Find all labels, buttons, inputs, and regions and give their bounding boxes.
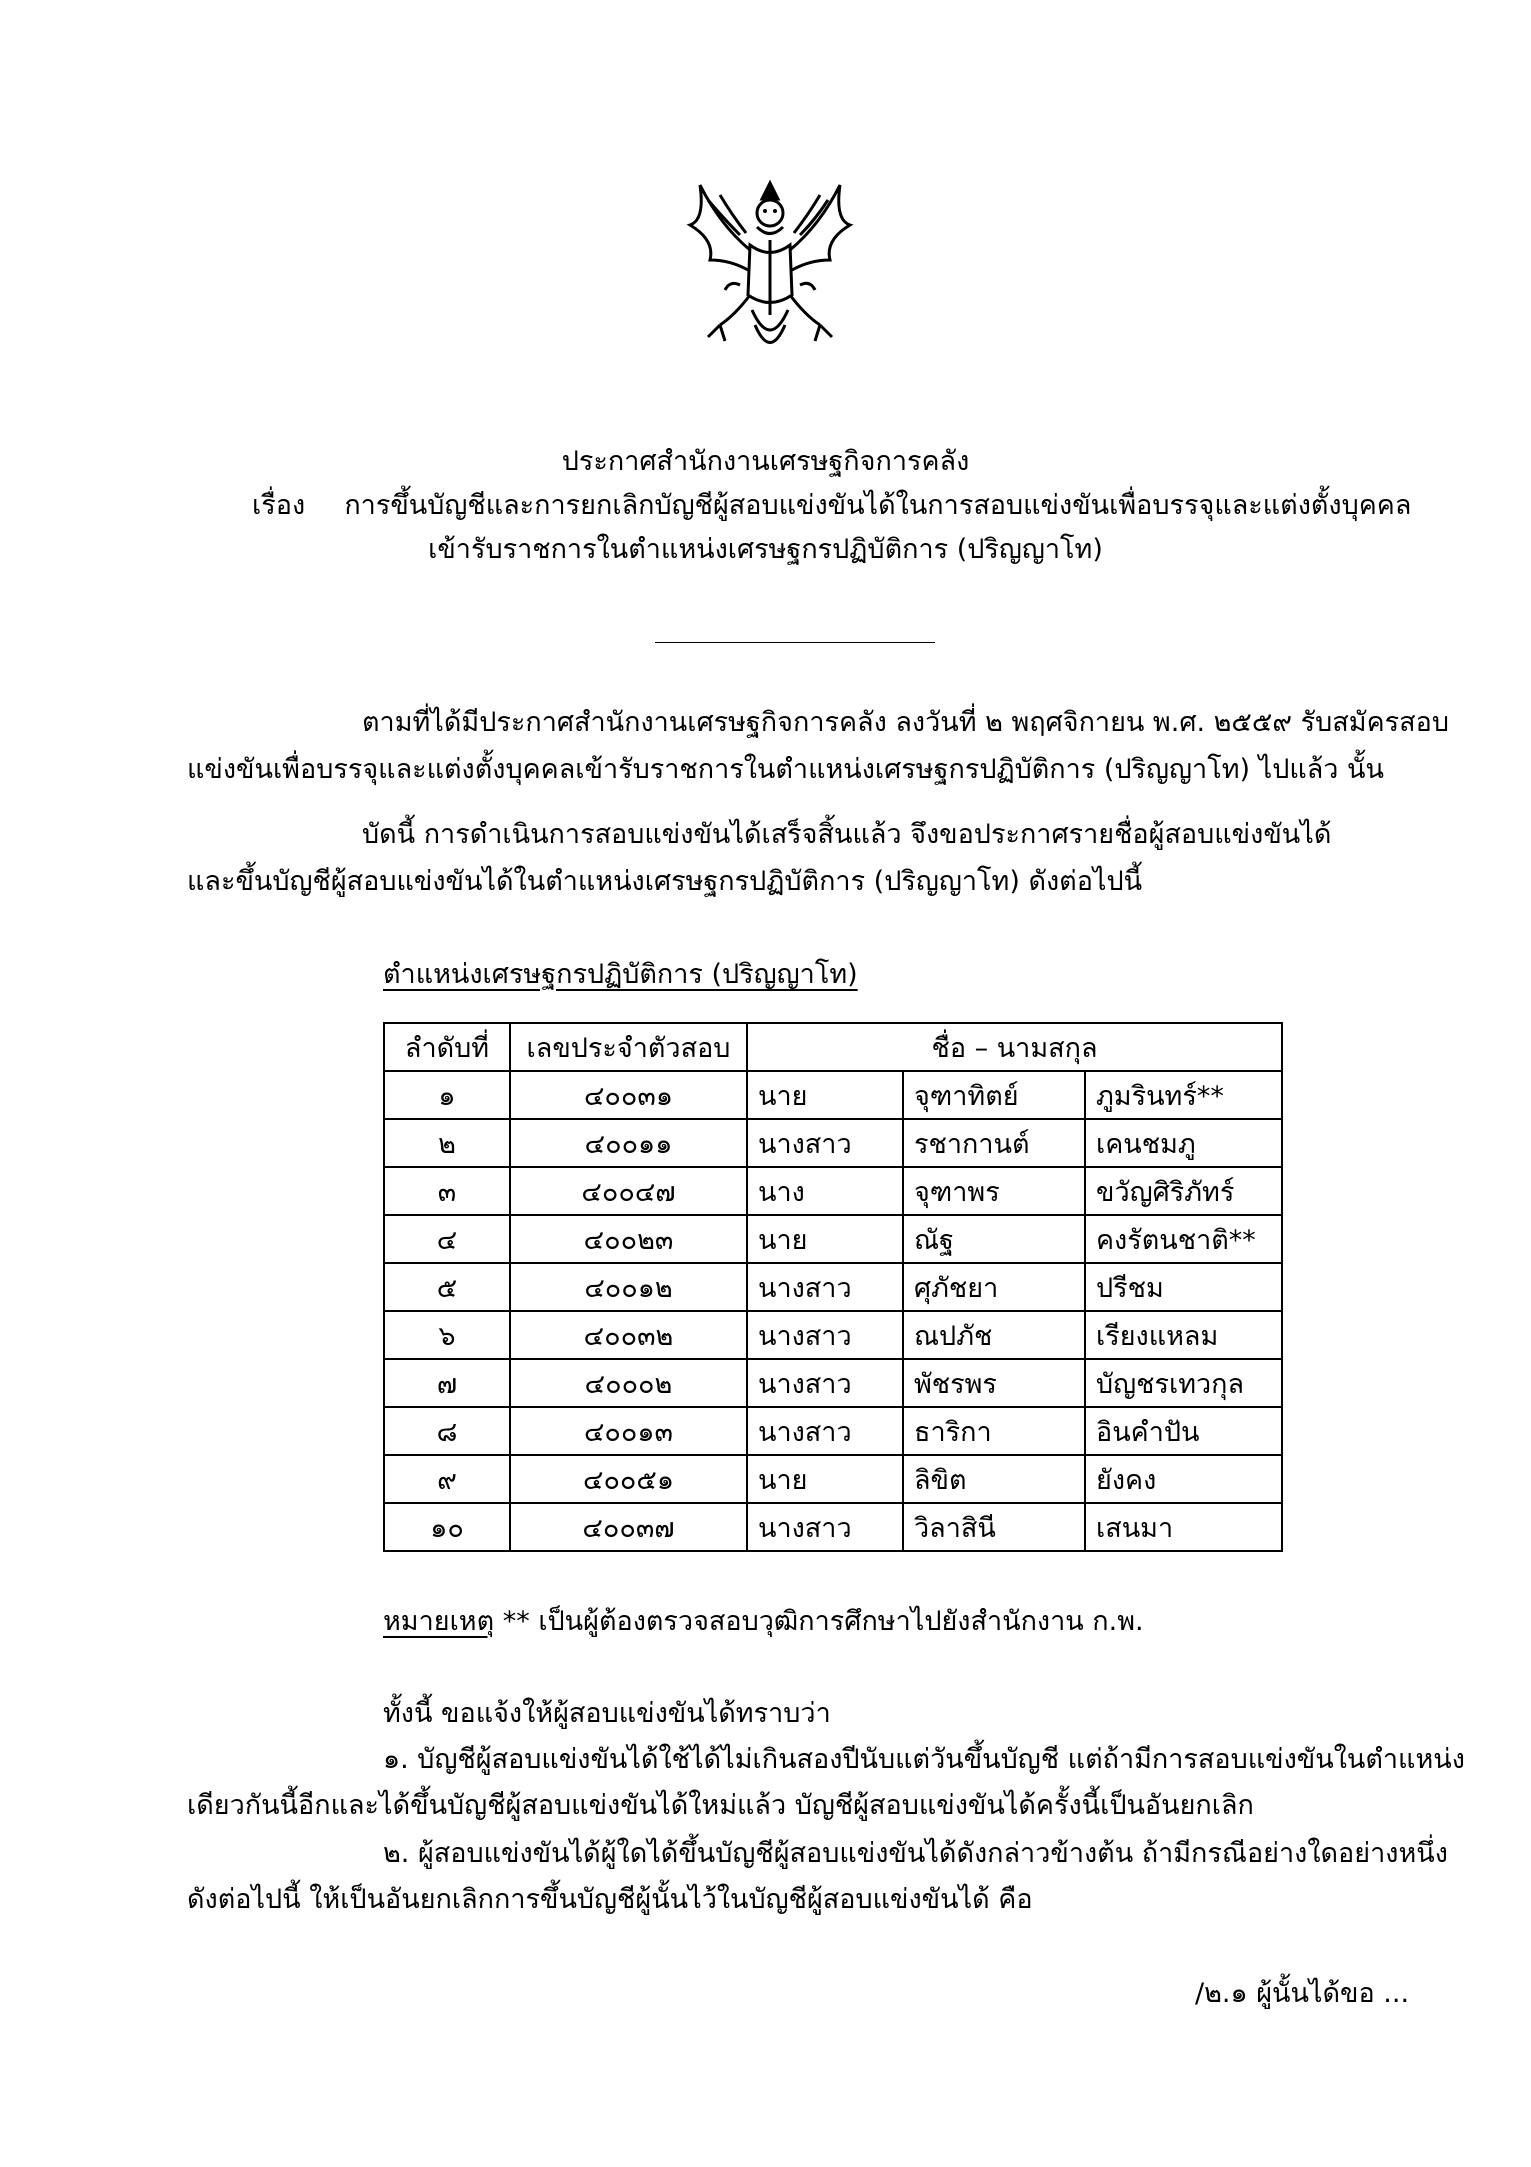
last-name-cell: บัญชรเทวกุล: [1085, 1359, 1282, 1407]
title-cell: นางสาว: [747, 1311, 903, 1359]
first-name-cell: จุฑาพร: [903, 1167, 1085, 1215]
last-name-cell: ภูมรินทร์**: [1085, 1071, 1282, 1119]
exam-id-cell: ๔๐๐๕๑: [510, 1455, 747, 1503]
notice-item-2-line-1: ๒. ผู้สอบแข่งขันได้ผู้ใดได้ขึ้นบัญชีผู้สอบแข่งขันได้ดังกล่าวข้างต้น ถ้ามีกรณีอย่างใดอย่างหนึ่ง: [383, 1838, 1448, 1869]
last-name-cell: คงรัตนชาติ**: [1085, 1215, 1282, 1263]
last-name-cell: เสนมา: [1085, 1503, 1282, 1551]
column-header-exam-id: เลขประจำตัวสอบ: [510, 1023, 747, 1071]
first-name-cell: วิลาสินี: [903, 1503, 1085, 1551]
first-name-cell: จุฑาทิตย์: [903, 1071, 1085, 1119]
last-name-cell: ขวัญศิริภัทร์: [1085, 1167, 1282, 1215]
exam-id-cell: ๔๐๐๒๓: [510, 1215, 747, 1263]
table-row: [384, 1359, 1282, 1407]
title-cell: นางสาว: [747, 1407, 903, 1455]
exam-id-cell: ๔๐๐๓๑: [510, 1071, 747, 1119]
paragraph-2-line-1: บัดนี้ การดำเนินการสอบแข่งขันได้เสร็จสิ้นแล้ว จึงขอประกาศรายชื่อผู้สอบแข่งขันได้: [362, 819, 1332, 850]
paragraph-2-line-2: และขึ้นบัญชีผู้สอบแข่งขันได้ในตำแหน่งเศรษฐกรปฏิบัติการ (ปริญญาโท) ดังต่อไปนี้: [187, 866, 1143, 897]
garuda-emblem-icon: [680, 165, 860, 365]
remark-text: ** เป็นผู้ต้องตรวจสอบวุฒิการศึกษาไปยังสำนักงาน ก.พ.: [502, 1606, 1144, 1637]
table-row: [384, 1407, 1282, 1455]
first-name-cell: ศุภัชยา: [903, 1263, 1085, 1311]
column-header-rank: ลำดับที่: [384, 1023, 510, 1071]
heading-divider: [655, 642, 935, 643]
last-name-cell: อินคำปัน: [1085, 1407, 1282, 1455]
table-row: [384, 1167, 1282, 1215]
table-row: [384, 1455, 1282, 1503]
title-cell: นาง: [747, 1167, 903, 1215]
paragraph-1-line-2: แข่งขันเพื่อบรรจุและแต่งตั้งบุคคลเข้ารับราชการในตำแหน่งเศรษฐกรปฏิบัติการ (ปริญญาโท) ไปแล้ว นั้น: [187, 754, 1384, 785]
exam-id-cell: ๔๐๐๑๒: [510, 1263, 747, 1311]
table-row: [384, 1263, 1282, 1311]
table-row: [384, 1071, 1282, 1119]
table-row: [384, 1119, 1282, 1167]
first-name-cell: ลิขิต: [903, 1455, 1085, 1503]
title-cell: นาย: [747, 1455, 903, 1503]
rank-cell: ๔: [384, 1215, 510, 1263]
exam-id-cell: ๔๐๐๔๗: [510, 1167, 747, 1215]
exam-id-cell: ๔๐๐๓๒: [510, 1311, 747, 1359]
table-row: [384, 1215, 1282, 1263]
table-row: [384, 1311, 1282, 1359]
rank-cell: ๙: [384, 1455, 510, 1503]
exam-id-cell: ๔๐๐๐๒: [510, 1359, 747, 1407]
rank-cell: ๖: [384, 1311, 510, 1359]
first-name-cell: ธาริกา: [903, 1407, 1085, 1455]
title-cell: นางสาว: [747, 1503, 903, 1551]
rank-cell: ๕: [384, 1263, 510, 1311]
exam-id-cell: ๔๐๐๑๓: [510, 1407, 747, 1455]
exam-id-cell: ๔๐๐๓๗: [510, 1503, 747, 1551]
last-name-cell: ยังคง: [1085, 1455, 1282, 1503]
first-name-cell: ณปภัช: [903, 1311, 1085, 1359]
last-name-cell: เรียงแหลม: [1085, 1311, 1282, 1359]
title-cell: นางสาว: [747, 1263, 903, 1311]
first-name-cell: ณัฐ: [903, 1215, 1085, 1263]
rank-cell: ๘: [384, 1407, 510, 1455]
title-cell: นาย: [747, 1215, 903, 1263]
subject-label: เรื่อง: [252, 490, 306, 521]
table-header-row: [384, 1023, 1282, 1071]
rank-cell: ๒: [384, 1119, 510, 1167]
exam-id-cell: ๔๐๐๑๑: [510, 1119, 747, 1167]
first-name-cell: พัชรพร: [903, 1359, 1085, 1407]
subject-line: [252, 486, 1411, 526]
paragraph-1-line-1: ตามที่ได้มีประกาศสำนักงานเศรษฐกิจการคลัง ลงวันที่ ๒ พฤศจิกายน พ.ศ. ๒๕๕๙ รับสมัครสอบ: [362, 707, 1449, 738]
title-cell: นาย: [747, 1071, 903, 1119]
title-cell: นางสาว: [747, 1119, 903, 1167]
announcement-issuer: ประกาศสำนักงานเศรษฐกิจการคลัง: [561, 446, 970, 477]
notice-item-2-line-2: ดังต่อไปนี้ ให้เป็นอันยกเลิกการขึ้นบัญชีผู้นั้นไว้ในบัญชีผู้สอบแข่งขันได้ คือ: [187, 1884, 1033, 1915]
table-row: [384, 1503, 1282, 1551]
notice-item-1-line-2: เดียวกันนี้อีกและได้ขึ้นบัญชีผู้สอบแข่งขันได้ใหม่แล้ว บัญชีผู้สอบแข่งขันได้ครั้งนี้เป็นอันยกเลิก: [187, 1790, 1254, 1821]
rank-cell: ๑: [384, 1071, 510, 1119]
position-heading: ตำแหน่งเศรษฐกรปฏิบัติการ (ปริญญาโท): [383, 959, 858, 990]
first-name-cell: รชากานต์: [903, 1119, 1085, 1167]
rank-cell: ๗: [384, 1359, 510, 1407]
continuation-marker: /๒.๑ ผู้นั้นได้ขอ ...: [1195, 1978, 1410, 2009]
title-cell: นางสาว: [747, 1359, 903, 1407]
remark-line: [383, 1602, 1144, 1642]
candidate-table: [383, 1022, 1283, 1552]
last-name-cell: ปรีชม: [1085, 1263, 1282, 1311]
notice-item-1-line-1: ๑. บัญชีผู้สอบแข่งขันได้ใช้ได้ไม่เกินสองปีนับแต่วันขึ้นบัญชี แต่ถ้ามีการสอบแข่งขันในตำแหน่ง: [383, 1744, 1465, 1775]
rank-cell: ๑๐: [384, 1503, 510, 1551]
last-name-cell: เคนชมภู: [1085, 1119, 1282, 1167]
remark-label: หมายเหตุ: [383, 1606, 495, 1637]
notice-intro: ทั้งนี้ ขอแจ้งให้ผู้สอบแข่งขันได้ทราบว่า: [383, 1698, 831, 1729]
subject-continuation: เข้ารับราชการในตำแหน่งเศรษฐกรปฏิบัติการ (ปริญญาโท): [428, 534, 1103, 565]
subject-text: การขึ้นบัญชีและการยกเลิกบัญชีผู้สอบแข่งขันได้ในการสอบแข่งขันเพื่อบรรจุและแต่งตั้งบุคคล: [344, 490, 1412, 521]
rank-cell: ๓: [384, 1167, 510, 1215]
column-header-name: ชื่อ – นามสกุล: [747, 1023, 1282, 1071]
